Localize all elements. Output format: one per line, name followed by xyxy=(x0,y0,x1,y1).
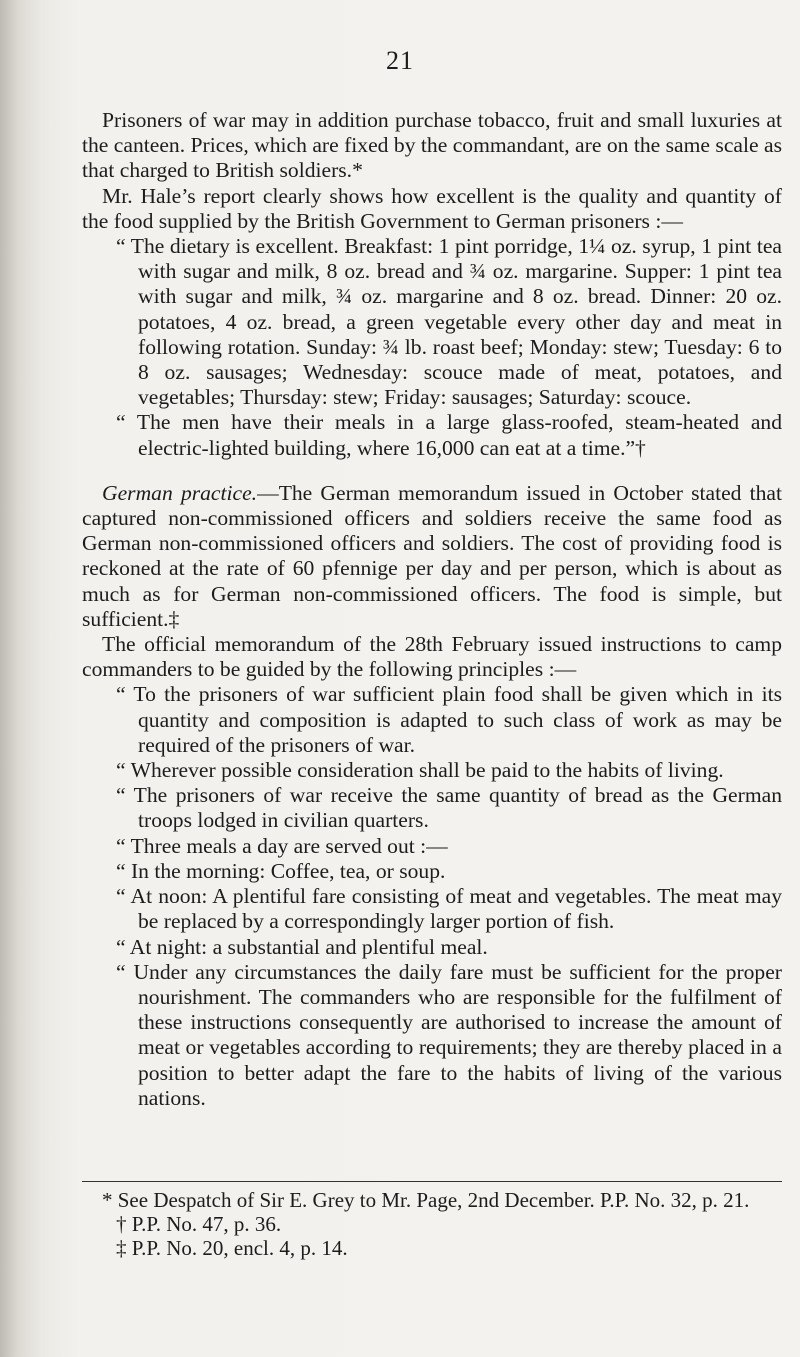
paragraph-german-practice xyxy=(82,481,782,632)
paragraph-canteen: Prisoners of war may in addition purchase tobacco, fruit and small luxuries at the canteen. Prices, which are fixed by the commandant, are on the same scale as that charged to British soldiers.* xyxy=(82,108,782,183)
paragraph-official-memorandum: The official memorandum of the 28th February issued instructions to camp commanders to be guided by the following principles :— xyxy=(82,632,782,682)
quote-plain-food: “ To the prisoners of war sufficient plain food shall be given which in its quantity and composition is adapted to such class of work as may be required of the prisoners of war. xyxy=(116,682,782,757)
quote-daily-fare: “ Under any circumstances the daily fare must be sufficient for the proper nourishment. The commanders who are responsible for the fulfilment of these instructions consequently are authorised to increase the amount of meat or vegetables according to requirements; they are thereby placed in a position to better adapt the fare to the habits of living of the various nations. xyxy=(116,959,782,1110)
quote-morning: “ In the morning: Coffee, tea, or soup. xyxy=(116,858,446,883)
german-practice-body: —The German memorandum issued in October stated that captured non-commissioned officers and soldiers receive the same food as German non-commissioned officers and soldiers. The cost of providing food is reckoned at the rate of 60 pfennige per day and per person, which is about as much as for German non-commissioned officers. The food is simple, but sufficient.‡ xyxy=(82,480,782,631)
paragraph-hale-report: Mr. Hale’s report clearly shows how excellent is the quality and quantity of the food supplied by the British Government to German prisoners :— xyxy=(82,183,782,233)
quote-night: “ At night: a substantial and plentiful meal. xyxy=(116,934,488,959)
footnotes xyxy=(82,1188,782,1260)
footnote-1: * See Despatch of Sir E. Grey to Mr. Page, 2nd December. P.P. No. 32, p. 21. xyxy=(102,1188,750,1212)
footnote-divider xyxy=(82,1181,782,1182)
german-practice-heading: German practice. xyxy=(102,480,258,505)
quote-bread: “ The prisoners of war receive the same quantity of bread as the German troops lodged in civilian quarters. xyxy=(116,783,782,833)
quote-habits-of-living: “ Wherever possible consideration shall be paid to the habits of living. xyxy=(116,758,724,783)
quote-noon: “ At noon: A plentiful fare consisting of meat and vegetables. The meat may be replaced by a correspondingly larger portion of fish. xyxy=(116,884,782,934)
quote-meals-building: “ The men have their meals in a large glass-roofed, steam-heated and electric-lighted building, where 16,000 can eat at a time.”† xyxy=(116,410,782,460)
footnote-2: † P.P. No. 47, p. 36. xyxy=(116,1212,282,1236)
body-text xyxy=(82,108,782,1111)
quote-dietary: “ The dietary is excellent. Breakfast: 1 pint porridge, 1¼ oz. syrup, 1 pint tea with sugar and milk, 8 oz. bread and ¾ oz. margarine. Supper: 1 pint tea with sugar and milk, ¾ oz. margarine and 8 oz. bread. Dinner: 20 oz. potatoes, 4 oz. bread, a green vegetable every other day and meat in following rotation. Sunday: ¾ lb. roast beef; Monday: stew; Tuesday: 6 to 8 oz. sausages; Wednesday: scouce made of meat, potatoes, and vegetables; Thursday: stew; Friday: sausages; Saturday: scouce. xyxy=(116,234,782,410)
page-number: 21 xyxy=(386,46,414,75)
quote-three-meals: “ Three meals a day are served out :— xyxy=(116,833,448,858)
footnote-3: ‡ P.P. No. 20, encl. 4, p. 14. xyxy=(116,1236,348,1260)
